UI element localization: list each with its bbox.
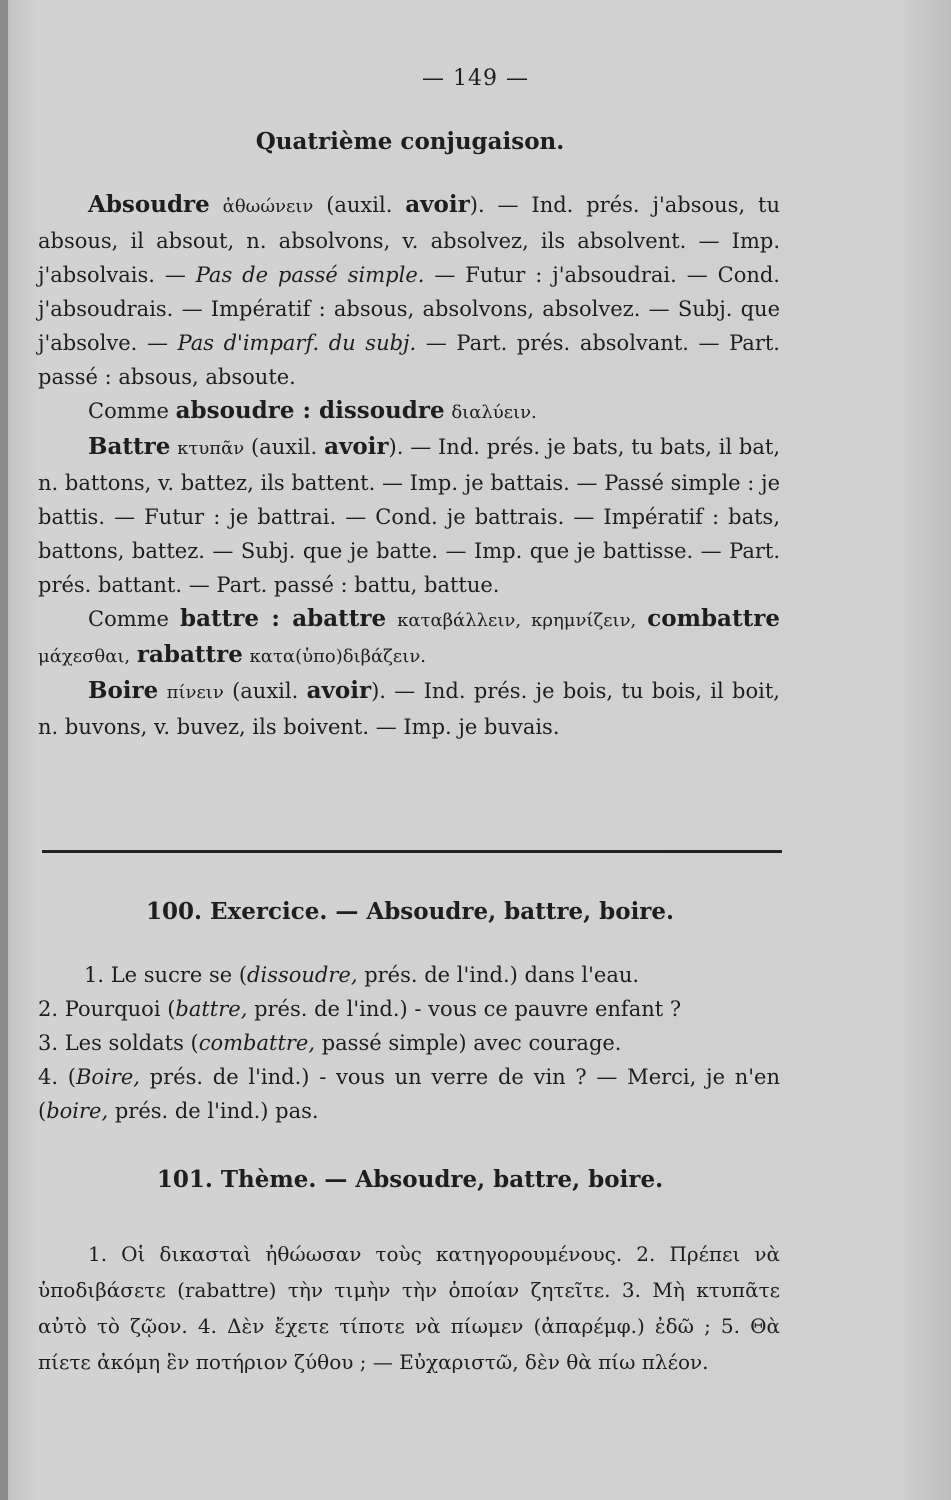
comme-battre-line: Comme battre : abattre καταβάλλειν, κρημνίζειν, combattre μάχεσθαι, rabattre κατα(ὑπο)διβάζειν. [38,605,780,668]
exercice-item: 4. (Boire, prés. de l'ind.) - vous un verre de vin ? — Merci, je n'en (boire, prés. de l'ind.) pas. [38,1065,780,1123]
page-number: — 149 — [422,66,529,91]
comme-absoudre-line: Comme absoudre : dissoudre διαλύειν. [88,397,537,424]
exercice-item: 1. Le sucre se (dissoudre, prés. de l'ind.) dans l'eau. [84,963,640,987]
theme-text: 1. Οἱ δικασταὶ ἠθώωσαν τοὺς κατηγορουμένους. 2. Πρέπει νὰ ὑποδιβάσετε (rabattre) τὴν τιμὴν τὴν ὁποίαν ζητεῖτε. 3. Μὴ κτυπᾶτε αὐτὸ τὸ ζῷον. 4. Δὲν ἔχετε τίποτε νὰ πίωμεν (ἀπαρέμφ.) ἐδῶ ; 5. Θὰ πίετε ἀκόμη ἓν ποτήριον ζύθου ; — Εὐχαριστῶ, δὲν θὰ πίω πλέον. [38,1242,780,1374]
absoudre-paragraph: Absoudre ἀθωώνειν (auxil. avoir). — Ind. prés. j'absous, tu absous, il absout, n. absolvons, v. absolvez, ils absolvent. — Imp. j'absolvais. — Pas de passé simple. — Futur : j'absoudrai. — Cond. j'absoudrais. — Impératif : absous, absolvons, absolvez. — Subj. que j'absolve. — Pas d'imparf. du subj. — Part. prés. absolvant. — Part. passé : absous, absoute. [38,191,780,389]
boire-paragraph: Boire πίνειν (auxil. avoir). — Ind. prés. je bois, tu bois, il boit, n. buvons, v. buvez, ils boivent. — Imp. je buvais. [38,677,780,739]
verb-battre: Battre [88,433,171,460]
section-title: Quatrième conjugaison. [255,128,565,155]
theme-title: 101. Thème. — Absoudre, battre, boire. [156,1166,664,1193]
exercice-list [38,958,780,1128]
exercice-title: 100. Exercice. — Absoudre, battre, boire. [145,898,675,925]
verb-absoudre: Absoudre [88,191,210,218]
horizontal-rule [42,850,782,853]
battre-paragraph: Battre κτυπᾶν (auxil. avoir). — Ind. prés. je bats, tu bats, il bat, n. battons, v. battez, ils battent. — Imp. je battais. — Passé simple : je battis. — Futur : je battrai. — Cond. je battrais. — Impératif : bats, battons, battez. — Subj. que je batte. — Imp. que je battisse. — Part. prés. battant. — Part. passé : battu, battue. [38,433,780,597]
exercice-item: 3. Les soldats (combattre, passé simple) avec courage. [38,1031,622,1055]
verb-boire: Boire [88,677,159,704]
conjugation-block [38,188,780,744]
page-gutter-shadow [0,0,8,1500]
greek-absoudre: ἀθωώνειν [222,196,314,217]
exercice-item: 2. Pourquoi (battre, prés. de l'ind.) - vous ce pauvre enfant ? [38,997,682,1021]
theme-text-block [38,1236,780,1380]
